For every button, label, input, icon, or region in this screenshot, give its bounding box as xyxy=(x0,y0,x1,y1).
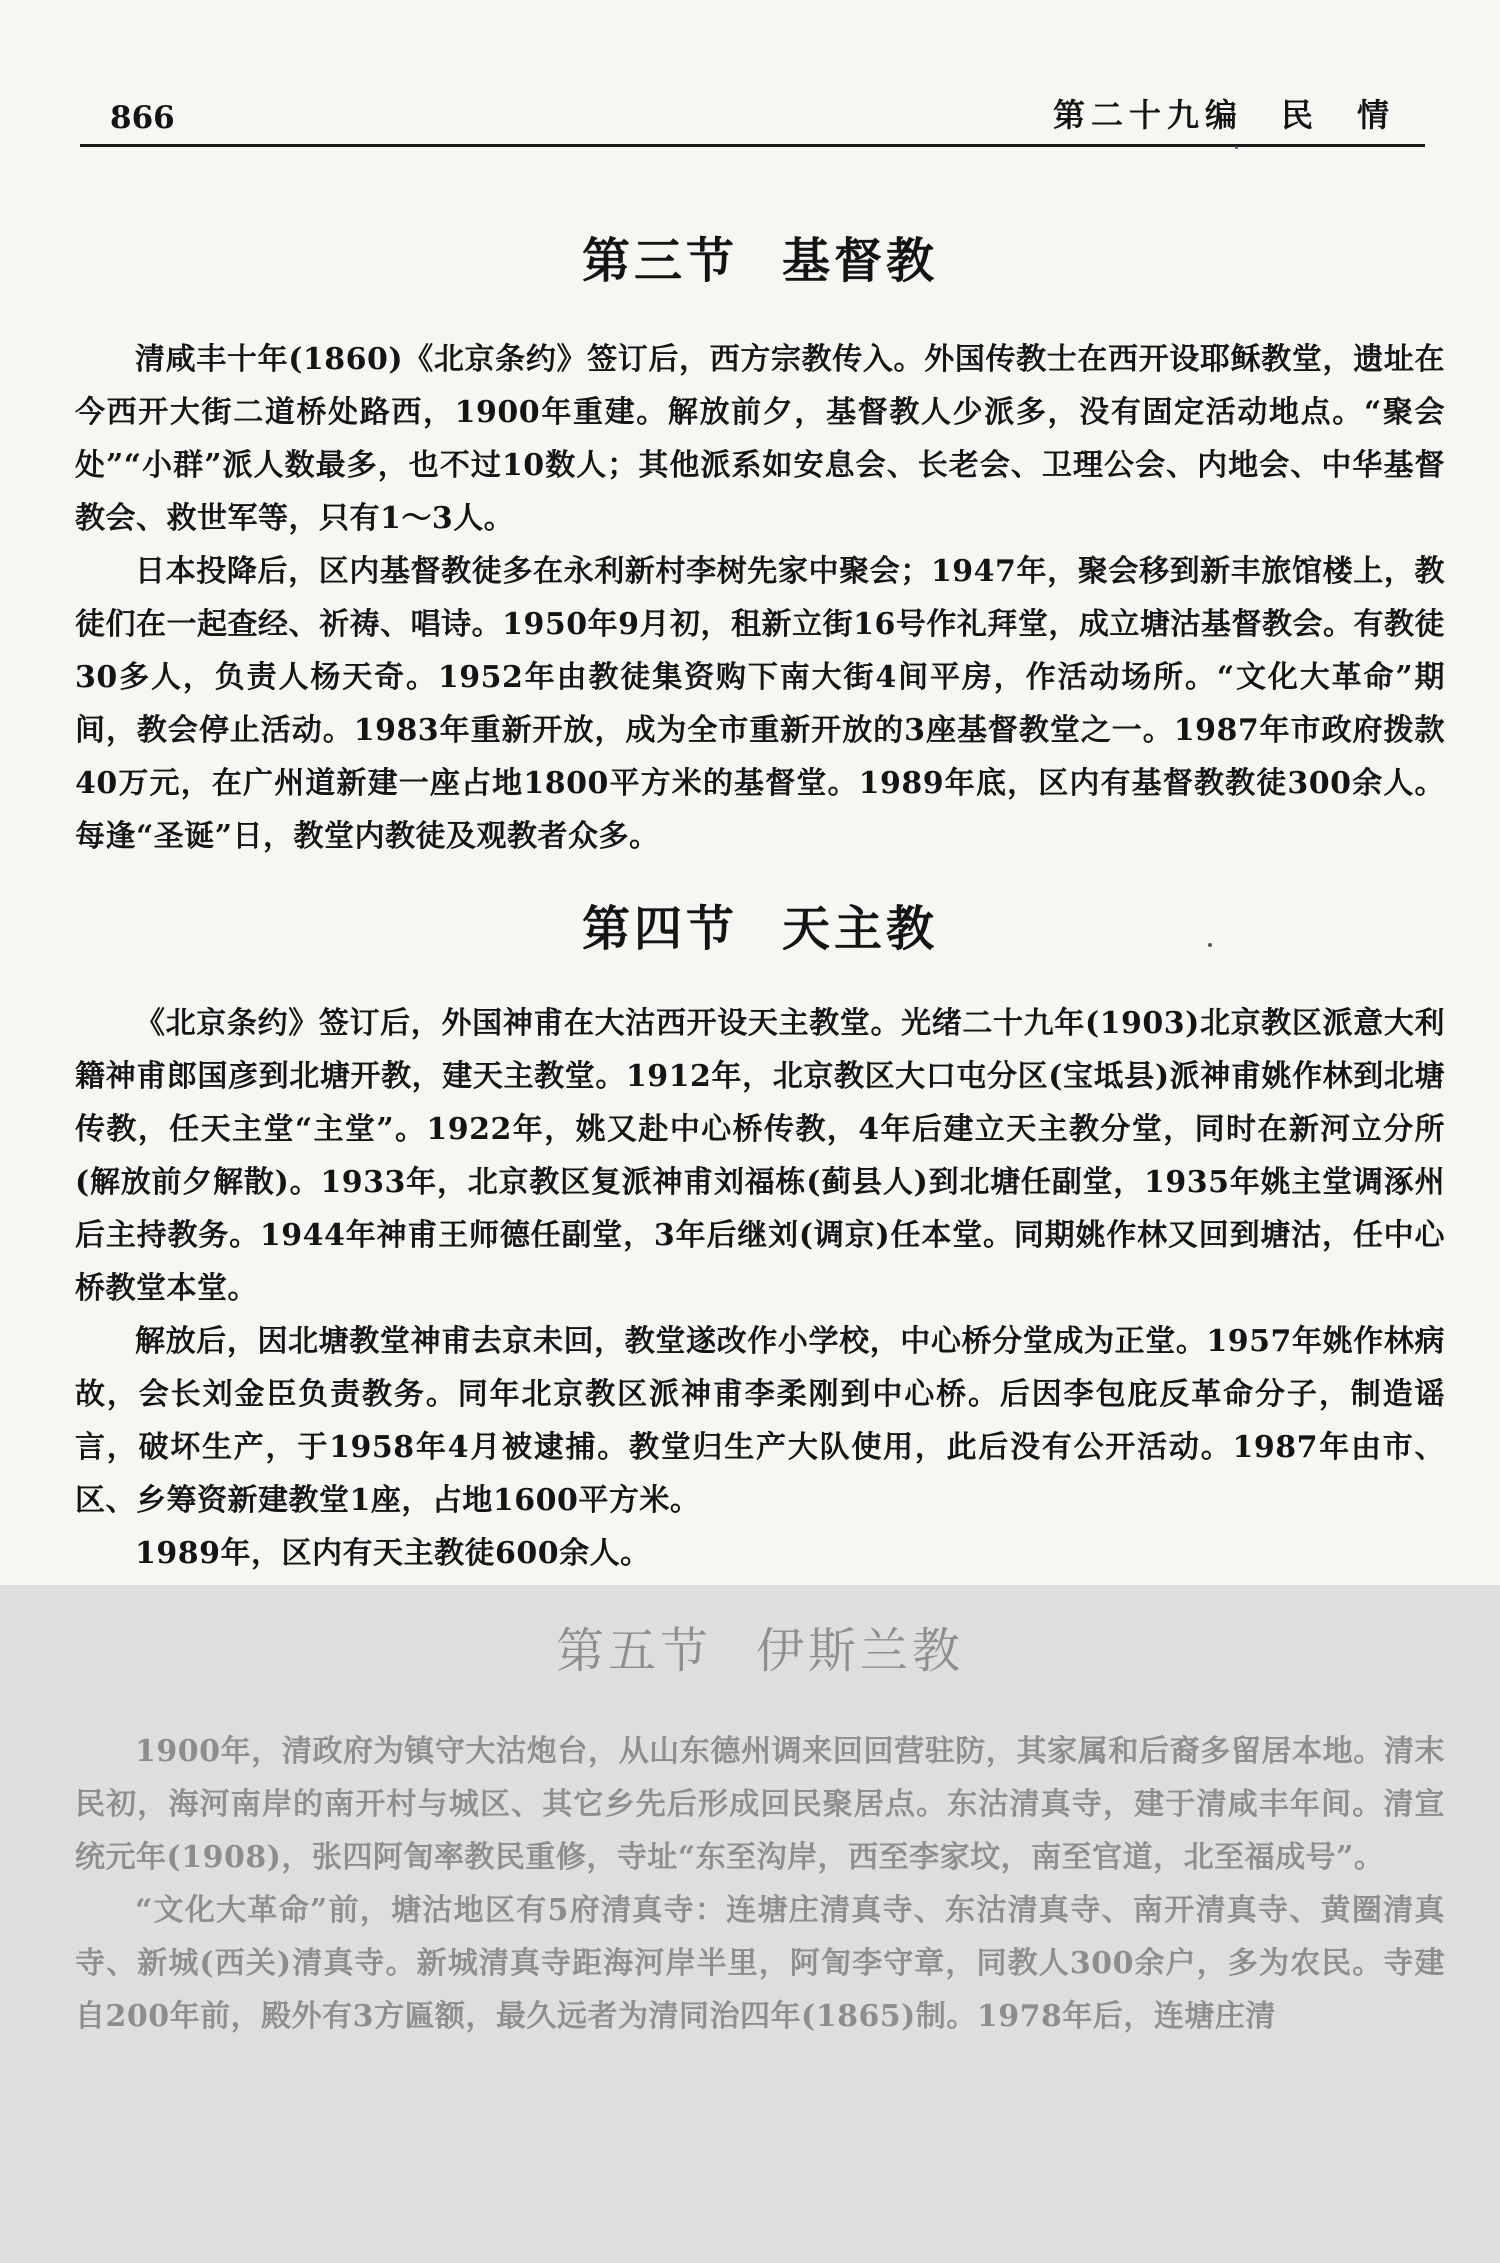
paragraph: 解放后，因北塘教堂神甫去京未回，教堂遂改作小学校，中心桥分堂成为正堂。1957年姚作林病故，会长刘金臣负责教务。同年北京教区派神甫李柔刚到中心桥。后因李包庇反革命分子，制造谣言，破坏生产，于1958年4月被逮捕。教堂归生产大队使用，此后没有公开活动。1987年由市、区、乡筹资新建教堂1座，占地1600平方米。 xyxy=(75,1324,1445,1518)
section-number: 第三节 xyxy=(581,233,738,289)
section-name: 天主教 xyxy=(782,901,939,957)
section-heading xyxy=(75,222,1445,291)
section-number: 第五节 xyxy=(555,1623,712,1679)
section-name: 基督教 xyxy=(782,233,939,289)
page-header xyxy=(80,92,1425,147)
running-title: 第二十九编 民 情 xyxy=(1052,96,1395,134)
section-name: 伊斯兰教 xyxy=(756,1623,965,1679)
section-heading xyxy=(75,890,1445,959)
scan-speck xyxy=(1208,943,1212,947)
section-christianity xyxy=(75,222,1445,863)
paragraph: 日本投降后，区内基督教徒多在永利新村李树先家中聚会；1947年，聚会移到新丰旅馆楼上，教徒们在一起查经、祈祷、唱诗。1950年9月初，租新立街16号作礼拜堂，成立塘沽基督教会。有教徒30多人，负责人杨天奇。1952年由教徒集资购下南大街4间平房，作活动场所。“文化大革命”期间，教会停止活动。1983年重新开放，成为全市重新开放的3座基督教堂之一。1987年市政府拨款40万元，在广州道新建一座占地1800平方米的基督堂。1989年底，区内有基督教教徒300余人。每逢“圣诞”日，教堂内教徒及观教者众多。 xyxy=(75,554,1445,854)
paragraph: 1989年，区内有天主教徒600余人。 xyxy=(135,1536,651,1571)
scan-speck xyxy=(1235,146,1238,149)
page-number: 866 xyxy=(110,100,175,136)
paragraph: 清咸丰十年(1860)《北京条约》签订后，西方宗教传入。外国传教士在西开设耶稣教堂，遗址在今西开大街二道桥处路西，1900年重建。解放前夕，基督教人少派多，没有固定活动地点。“聚会处”“小群”派人数最多，也不过10数人；其他派系如安息会、长老会、卫理公会、内地会、中华基督教会、救世军等，只有1～3人。 xyxy=(75,342,1445,536)
paragraph: 1900年，清政府为镇守大沽炮台，从山东德州调来回回营驻防，其家属和后裔多留居本地。清末民初，海河南岸的南开村与城区、其它乡先后形成回民聚居点。东沽清真寺，建于清咸丰年间。清宣统元年(1908)，张四阿訇率教民重修，寺址“东至沟岸，西至李家坟，南至官道，北至福成号”。 xyxy=(75,1734,1445,1875)
section-catholicism xyxy=(75,890,1445,1580)
section-number: 第四节 xyxy=(581,901,738,957)
section-islam xyxy=(75,1612,1445,2043)
paragraph: “文化大革命”前，塘沽地区有5府清真寺：连塘庄清真寺、东沽清真寺、南开清真寺、黄圈清真寺、新城(西关)清真寺。新城清真寺距海河岸半里，阿訇李守章，同教人300余户，多为农民。寺建自200年前，殿外有3方匾额，最久远者为清同治四年(1865)制。1978年后，连塘庄清 xyxy=(75,1893,1445,2034)
section-heading xyxy=(75,1612,1445,1681)
paragraph: 《北京条约》签订后，外国神甫在大沽西开设天主教堂。光绪二十九年(1903)北京教区派意大利籍神甫郎国彦到北塘开教，建天主教堂。1912年，北京教区大口屯分区(宝坻县)派神甫姚作林到北塘传教，任天主堂“主堂”。1922年，姚又赴中心桥传教，4年后建立天主教分堂，同时在新河立分所(解放前夕解散)。1933年，北京教区复派神甫刘福栋(蓟县人)到北塘任副堂，1935年姚主堂调涿州后主持教务。1944年神甫王师德任副堂，3年后继刘(调京)任本堂。同期姚作林又回到塘沽，任中心桥教堂本堂。 xyxy=(75,1006,1445,1306)
